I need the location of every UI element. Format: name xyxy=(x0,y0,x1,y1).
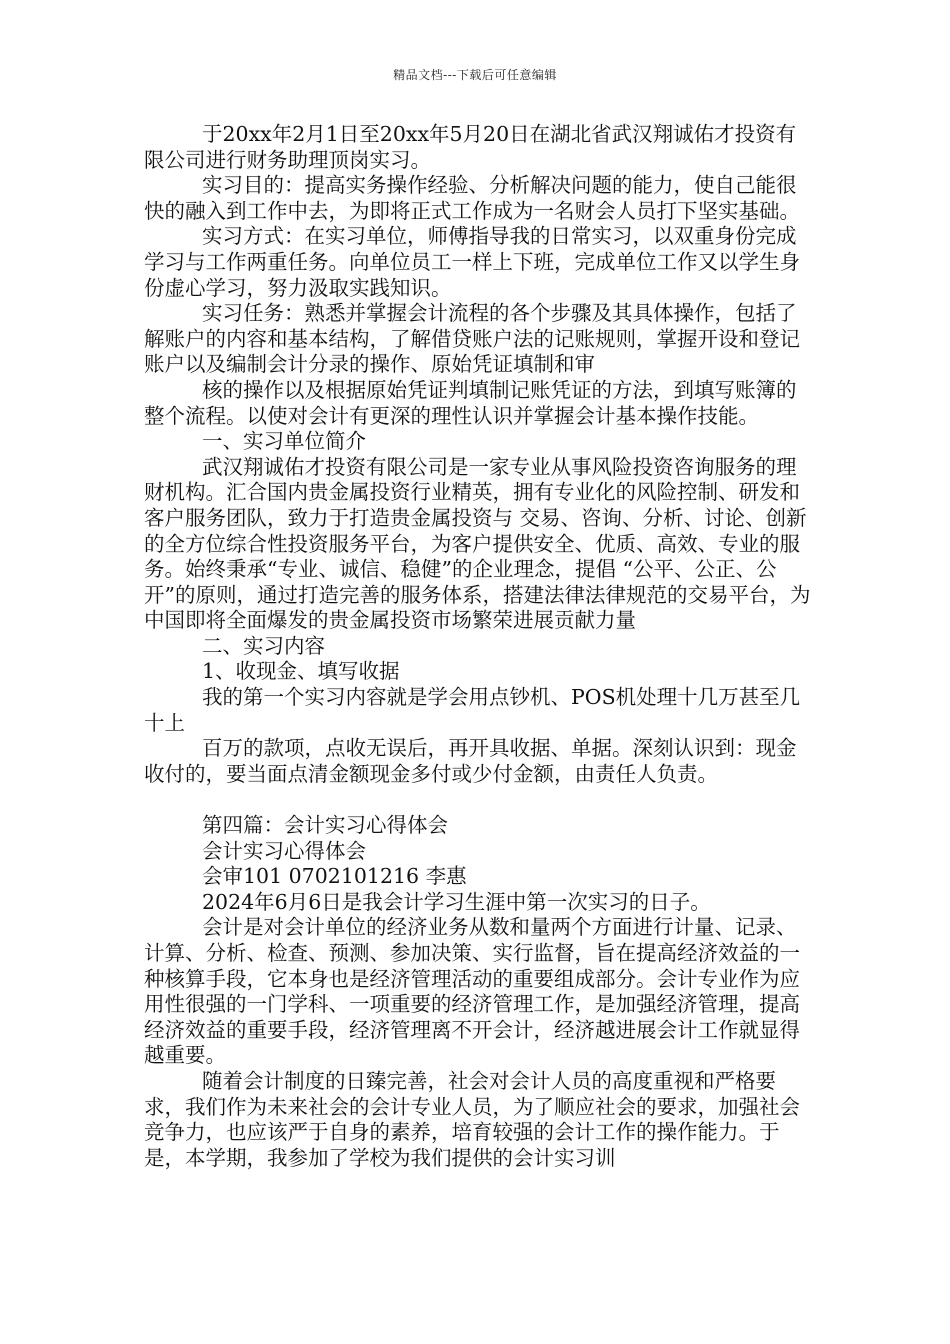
paragraph-tasks: 实习任务：熟悉并掌握会计流程的各个步骤及其具体操作，包括了解账户的内容和基本结构，了解借贷账户法的记账规则，掌握开设和登记账户以及编制会计分录的操作、原始凭证填制和审 xyxy=(144,301,800,377)
paragraph-intro: 于20xx年2月1日至20xx年5月20日在湖北省武汉翔诚佑才投资有限公司进行财务助理顶岗实习。 xyxy=(144,122,797,172)
section-heading-content: 二、实习内容 xyxy=(202,633,325,658)
subheading-cash: 1、收现金、填写收据 xyxy=(202,659,400,684)
paragraph-cash-continued: 百万的款项，点收无误后，再开具收据、单据。深刻认识到：现金收付的，要当面点清金额现金多付或少付金额，由责任人负责。 xyxy=(144,736,797,786)
paragraph-company: 武汉翔诚佑才投资有限公司是一家专业从事风险投资咨询服务的理财机构。汇合国内贵金属投资行业精英，拥有专业化的风险控制、研发和客户服务团队，致力于打造贵金属投资与 交易、咨询、分析、讨论、创新的全方位综合性投资服务平台，为客户提供安全、优质、高效、专业的服务。始终秉承“专业、诚信、稳健”的企业理念，提倡 “公平、公正、公开”的原则，通过打造完善的服务体系，搭建法律法律规范的交易平台，为中国即将全面爆发的贵金属投资市场繁荣进展贡献力量 xyxy=(144,454,811,633)
article-title: 会计实习心得体会 xyxy=(202,838,366,863)
paragraph-accounting-definition: 会计是对会计单位的经济业务从数和量两个方面进行计量、记录、计算、分析、检查、预测、参加决策、实行监督，旨在提高经济效益的一种核算手段，它本身也是经济管理活动的重要组成部分。会计专业作为应用性很强的一门学科、一项重要的经济管理工作，是加强经济管理，提高经济效益的重要手段，经济管理离不开会计，经济越进展会计工作就显得越重要。 xyxy=(144,915,800,1068)
chapter-title: 第四篇：会计实习心得体会 xyxy=(202,813,448,838)
paragraph-tasks-continued: 核的操作以及根据原始凭证判填制记账凭证的方法，到填写账簿的整个流程。以使对会计有更深的理性认识并掌握会计基本操作技能。 xyxy=(144,377,797,428)
paragraph-date: 2024年6月6日是我会计学习生涯中第一次实习的日子。 xyxy=(202,889,711,914)
paragraph-purpose: 实习目的：提高实务操作经验、分析解决问题的能力，使自己能很快的融入到工作中去，为即将正式工作成为一名财会人员打下坚实基础。 xyxy=(144,173,800,223)
section-heading-company: 一、实习单位简介 xyxy=(202,429,366,454)
blank-line xyxy=(144,787,812,813)
page-header: 精品文档---下载后可任意编辑 xyxy=(393,68,557,82)
paragraph-cash: 我的第一个实习内容就是学会用点钞机、POS机处理十几万甚至几十上 xyxy=(144,685,801,735)
paragraph-method: 实习方式：在实习单位，师傅指导我的日常实习，以双重身份完成学习与工作两重任务。向单位员工一样上下班，完成单位工作又以学生身份虚心学习，努力汲取实践知识。 xyxy=(144,224,800,300)
paragraph-accounting-system: 随着会计制度的日臻完善，社会对会计人员的高度重视和严格要求，我们作为未来社会的会计专业人员，为了顺应社会的要求，加强社会竞争力，也应该严于自身的素养，培育较强的会计工作的操作能力。于是，本学期，我参加了学校为我们提供的会计实习训 xyxy=(144,1068,800,1170)
author-line: 会审101 0702101216 李惠 xyxy=(202,864,467,889)
document-body xyxy=(144,122,812,1171)
